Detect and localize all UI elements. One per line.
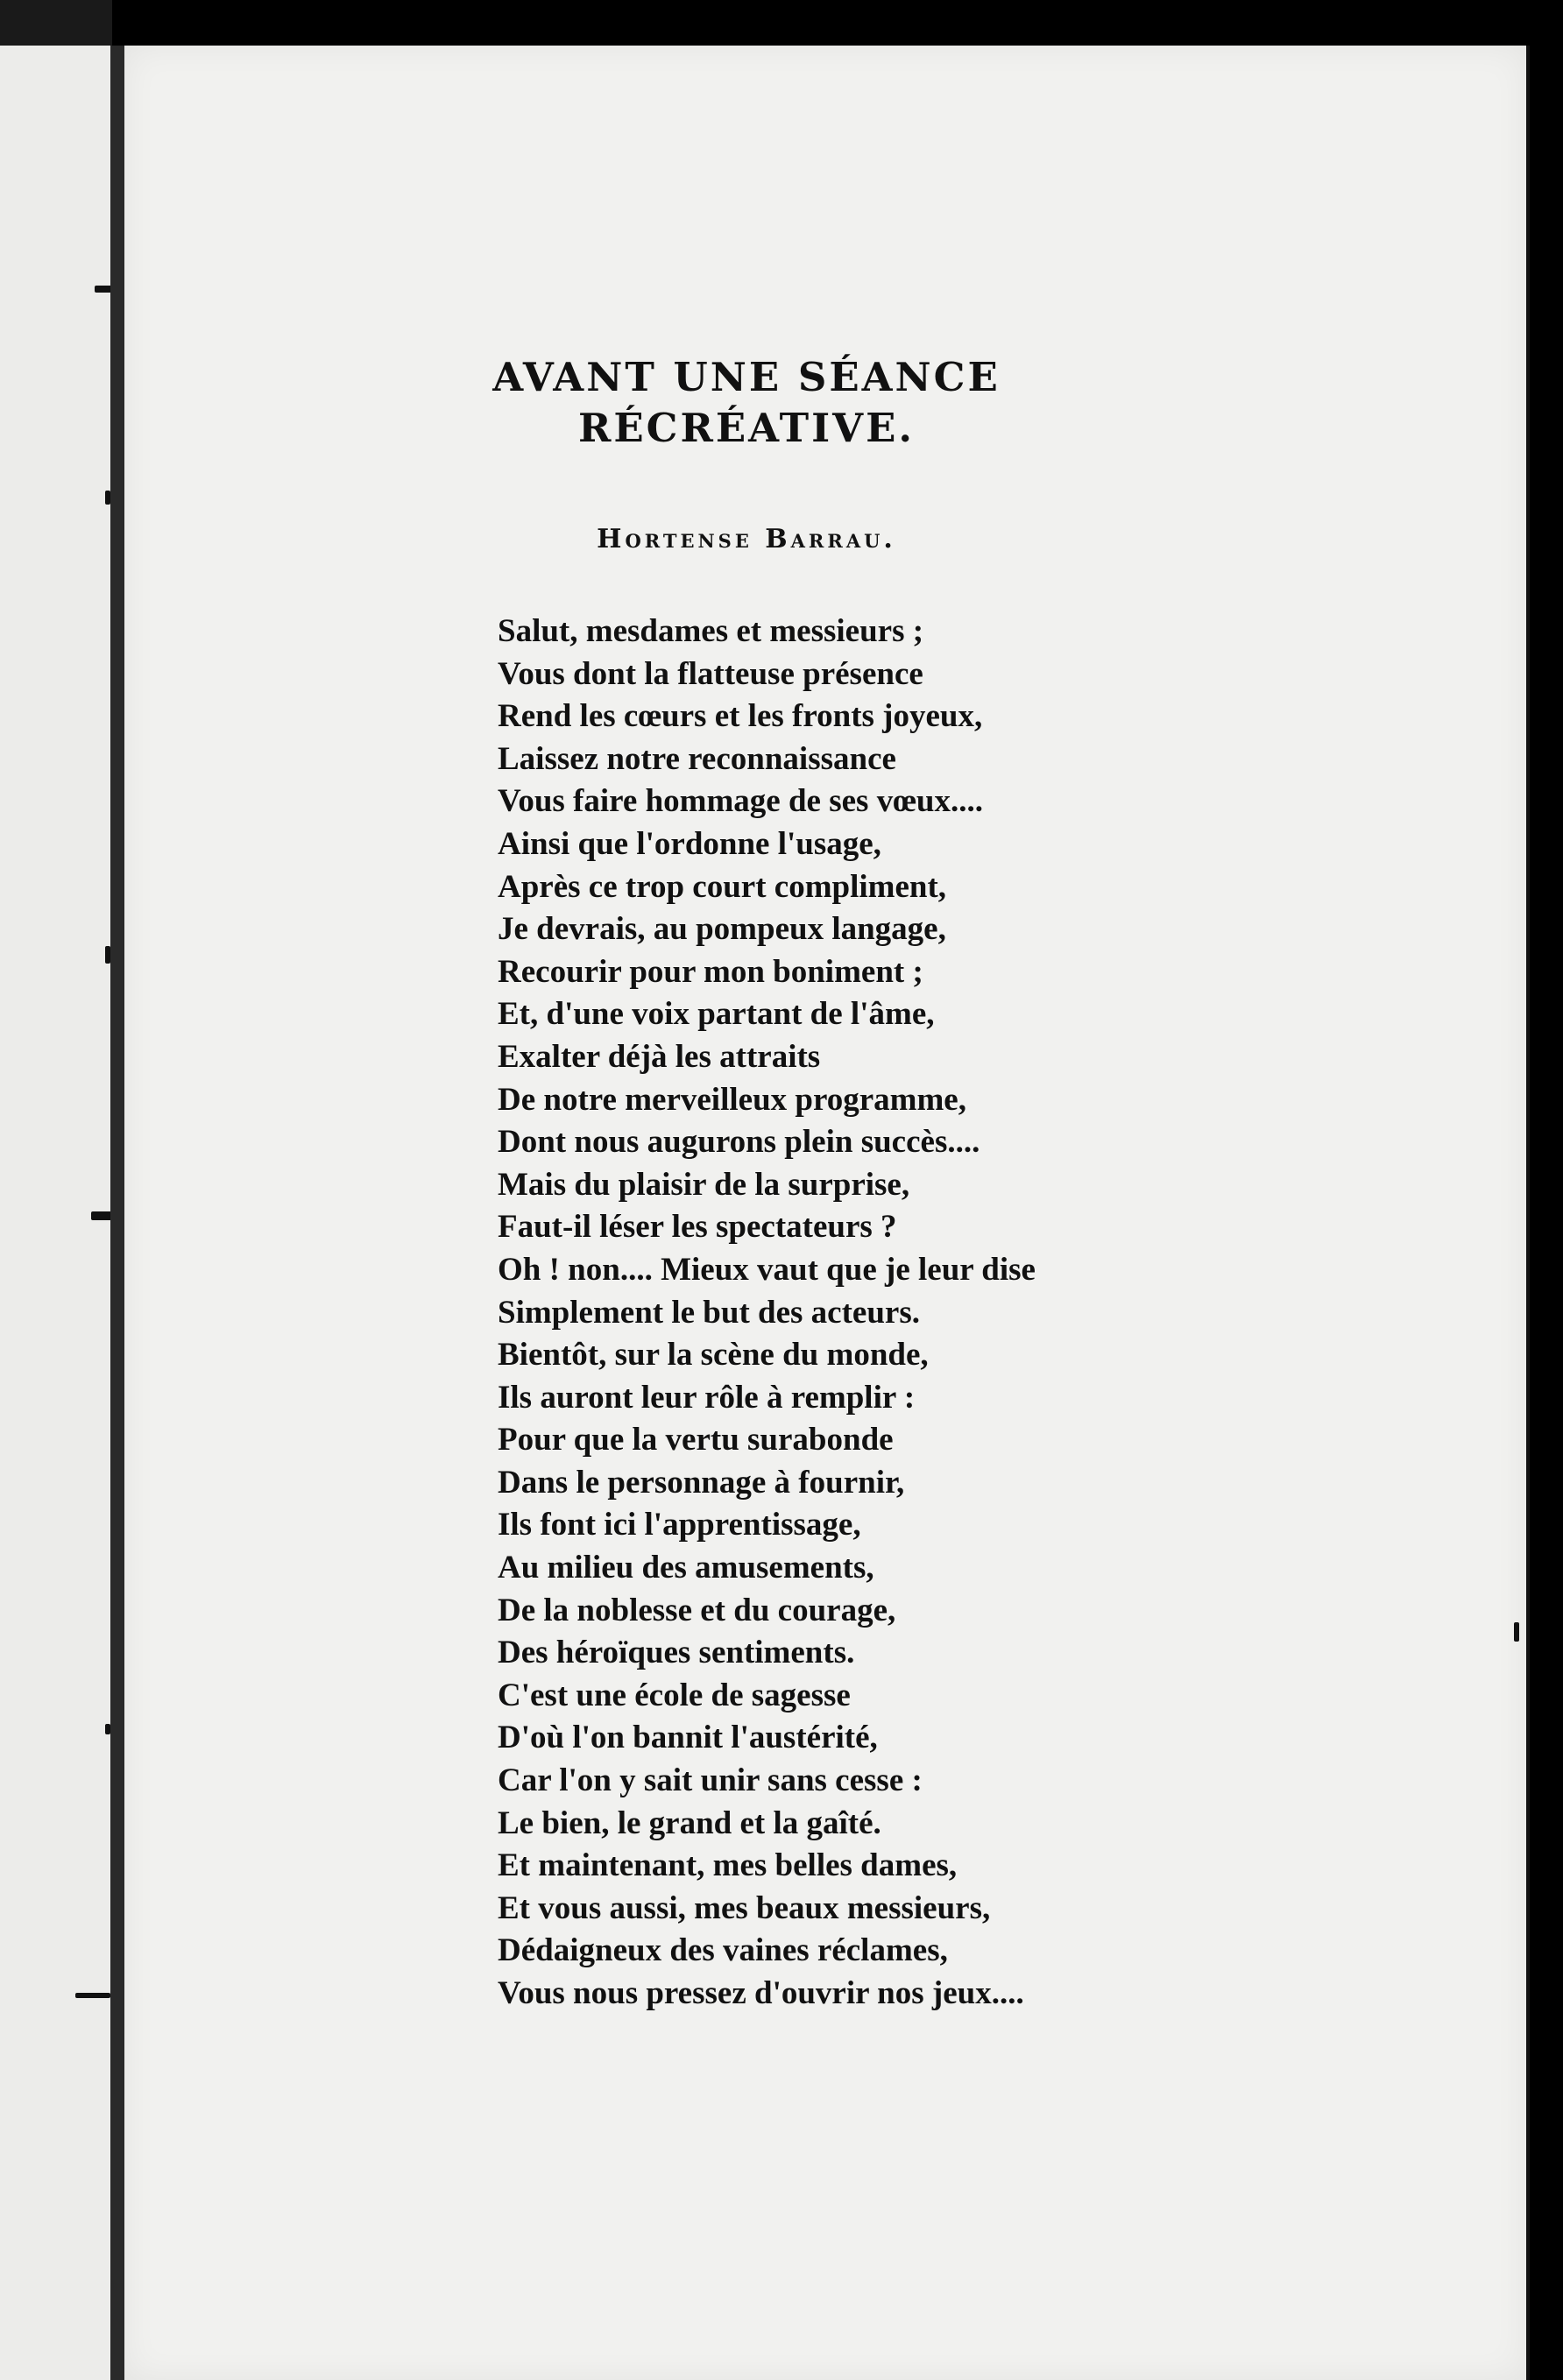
poem-line: Exalter déjà les attraits	[498, 1038, 821, 1075]
poem-line: Vous nous pressez d'ouvrir nos jeux....	[498, 1975, 1024, 2011]
poem-title-line-2: RÉCRÉATIVE.	[577, 405, 916, 451]
poem-author: Hortense Barrau.	[597, 524, 896, 554]
poem-line: Pour que la vertu surabonde	[498, 1422, 894, 1458]
poem-line: Ils auront leur rôle à remplir :	[498, 1379, 916, 1416]
poem-line: Et maintenant, mes belles dames,	[498, 1847, 958, 1884]
poem-body	[498, 611, 1339, 2016]
poem-line: De la noblesse et du courage,	[498, 1592, 896, 1628]
poem-line: Mais du plaisir de la surprise,	[498, 1166, 910, 1203]
poem-line: Oh ! non.... Mieux vaut que je leur dise	[498, 1251, 1036, 1288]
top-dark-band	[0, 0, 112, 46]
poem-line: Et, d'une voix partant de l'âme,	[498, 996, 935, 1033]
poem-line: Recourir pour mon boniment ;	[498, 953, 923, 990]
poem-line: Je devrais, au pompeux langage,	[498, 911, 946, 948]
margin-mark	[91, 1211, 112, 1220]
poem-line: D'où l'on bannit l'austérité,	[498, 1720, 878, 1756]
poem-title-line-1: AVANT UNE SÉANCE	[492, 354, 1001, 400]
margin-mark	[75, 1993, 110, 1998]
poem-line: C'est une école de sagesse	[498, 1677, 851, 1713]
poem-line: De notre merveilleux programme,	[498, 1081, 966, 1118]
poem-title	[431, 352, 1062, 454]
poem-line: Dont nous augurons plein succès....	[498, 1124, 980, 1161]
poem-line: Au milieu des amusements,	[498, 1550, 874, 1586]
poem-line: Ils font ici l'apprentissage,	[498, 1507, 861, 1543]
poem-line: Des héroïques sentiments.	[498, 1635, 855, 1671]
poem-line: Car l'on y sait unir sans cesse :	[498, 1762, 923, 1799]
poem-line: Ainsi que l'ordonne l'usage,	[498, 825, 881, 862]
poem-line: Faut-il léser les spectateurs ?	[498, 1209, 897, 1246]
paper-edge-mark	[1514, 1622, 1519, 1642]
poem-line: Vous dont la flatteuse présence	[498, 655, 923, 692]
poem-line: Dans le personnage à fournir,	[498, 1464, 905, 1501]
poem-line: Bientôt, sur la scène du monde,	[498, 1337, 929, 1374]
poem-line: Et vous aussi, mes beaux messieurs,	[498, 1889, 991, 1926]
page-gutter	[110, 46, 124, 2380]
poem-line: Rend les cœurs et les fronts joyeux,	[498, 698, 983, 735]
poem-line: Salut, mesdames et messieurs ;	[498, 613, 924, 649]
poem-line: Simplement le but des acteurs.	[498, 1294, 920, 1331]
poem-line: Après ce trop court compliment,	[498, 868, 947, 905]
poem-line: Dédaigneux des vaines réclames,	[498, 1932, 948, 1969]
left-margin-strip	[0, 0, 112, 2380]
margin-mark	[95, 286, 112, 293]
poem-line: Vous faire hommage de ses vœux....	[498, 783, 983, 820]
poem-line: Le bien, le grand et la gaîté.	[498, 1804, 881, 1841]
paper-sheet	[124, 46, 1530, 2380]
poem-line: Laissez notre reconnaissance	[498, 740, 896, 777]
